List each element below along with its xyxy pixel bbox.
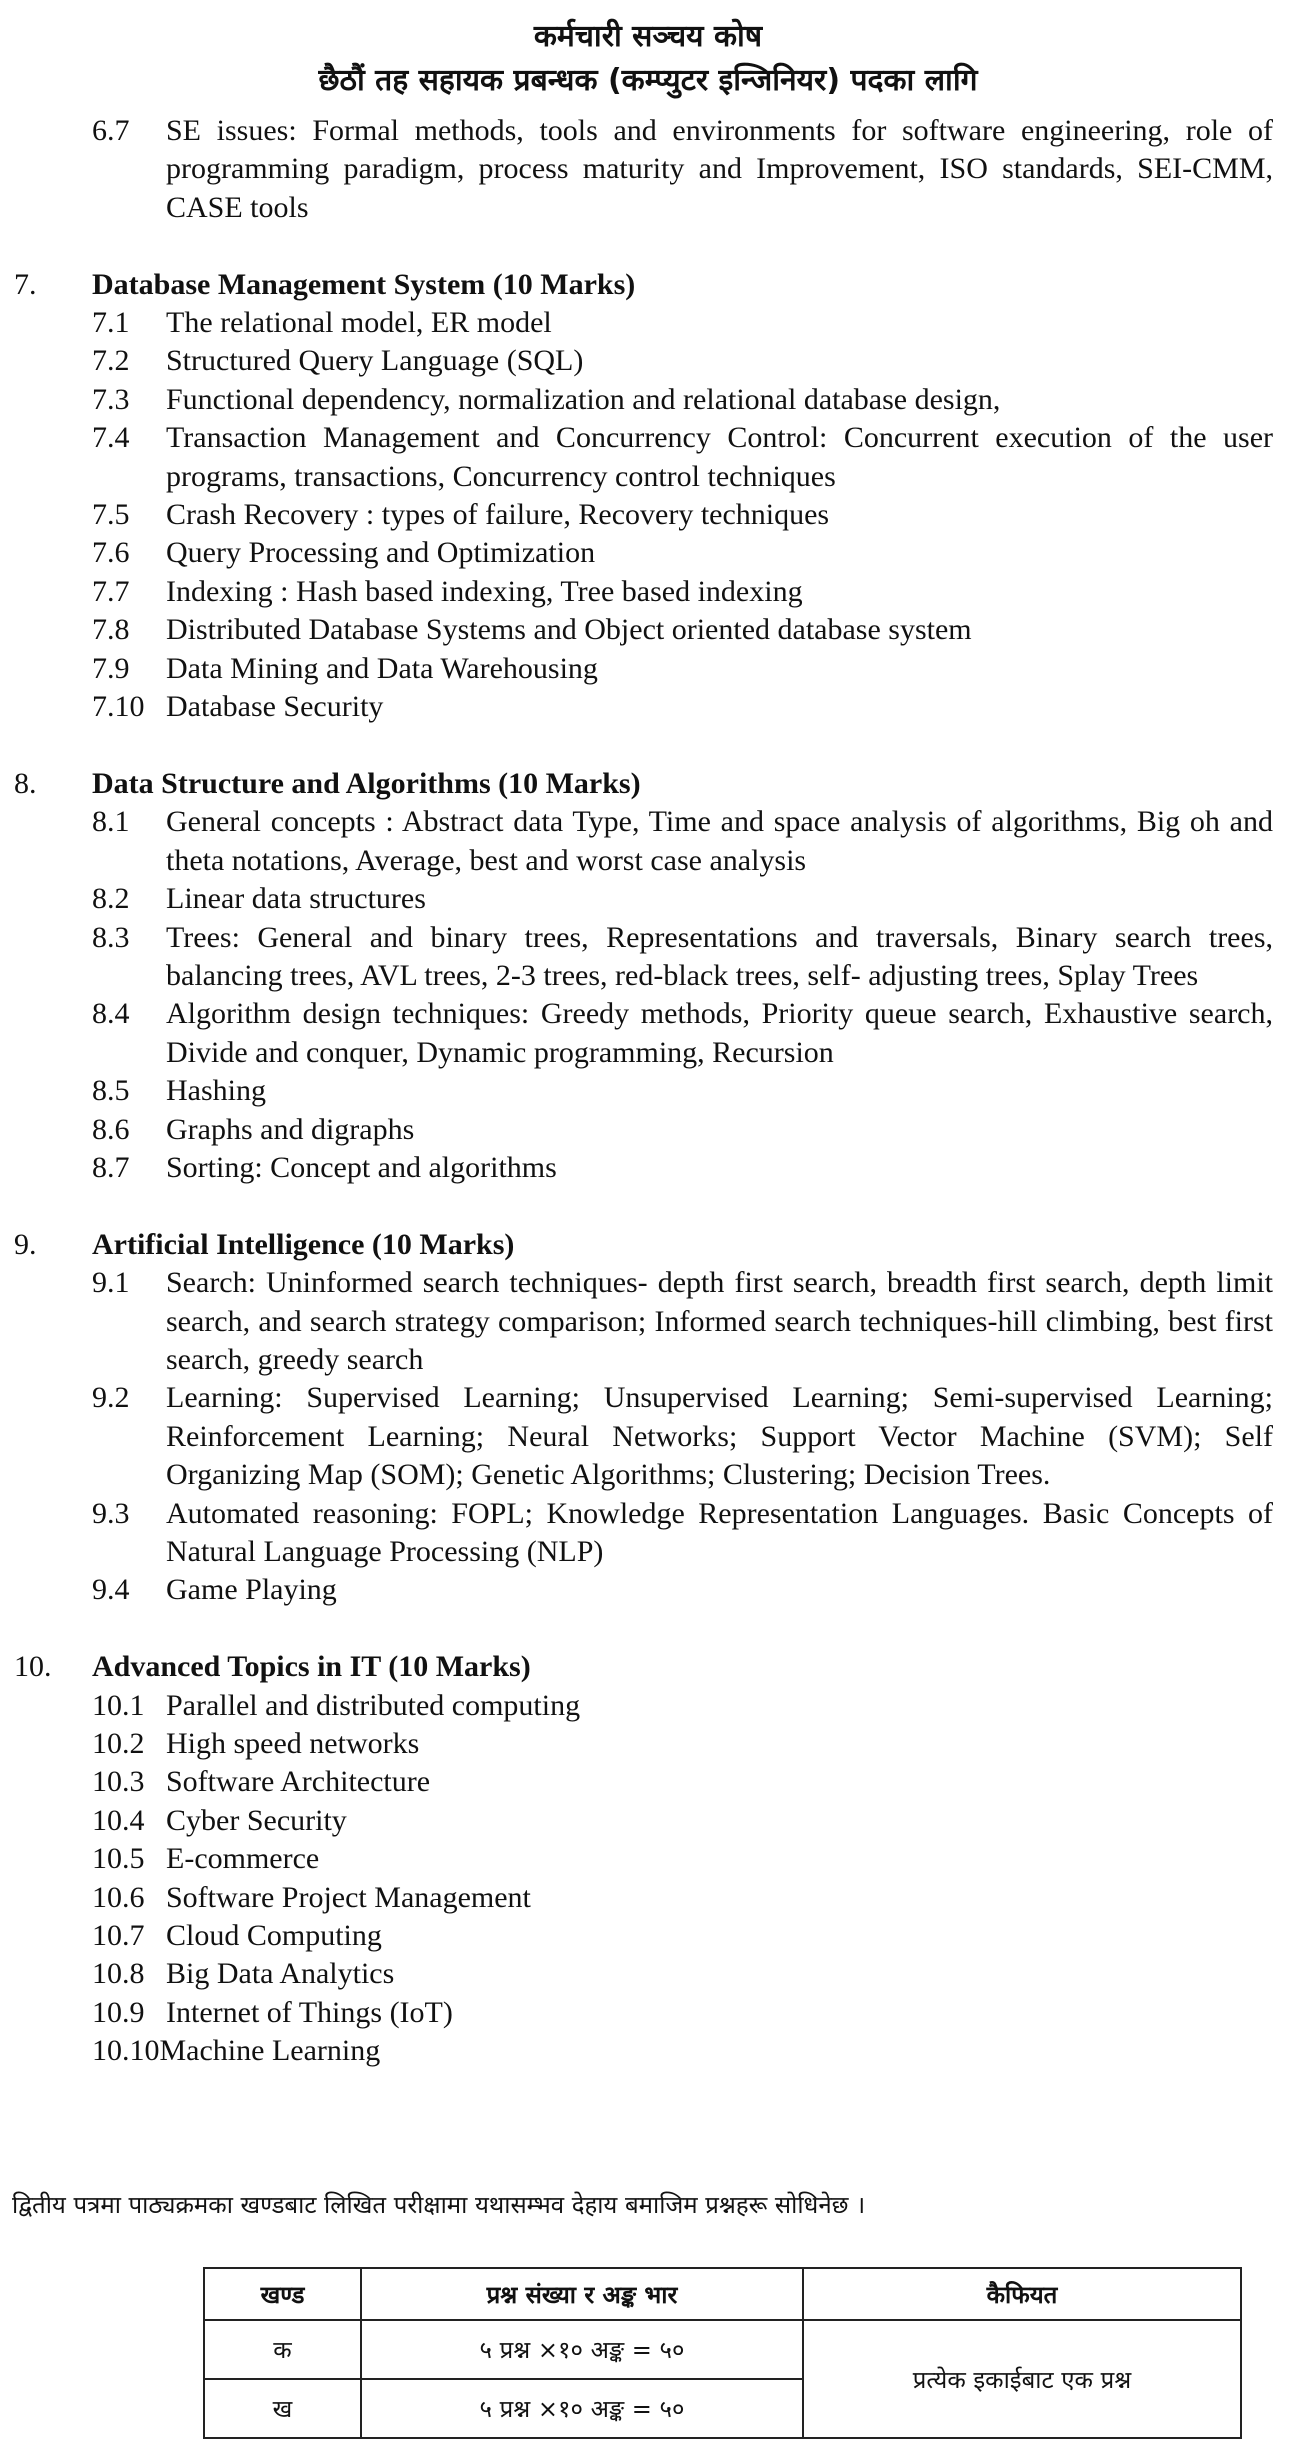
item-text: Distributed Database Systems and Object oriented database system [166, 613, 972, 647]
item-text: E-commerce [166, 1842, 320, 1876]
item-number: 9.1 [92, 1266, 130, 1300]
list-item [0, 534, 1296, 572]
list-item [0, 304, 1296, 342]
item-text: Linear data structures [166, 882, 426, 916]
section-database [0, 266, 1296, 727]
item-number: 8.5 [92, 1074, 130, 1108]
list-item [0, 1802, 1296, 1840]
list-item [0, 688, 1296, 726]
item-number: 7.4 [92, 421, 130, 455]
item-number: 9.2 [92, 1381, 130, 1415]
item-text: Functional dependency, normalization and relational database design, [166, 382, 1001, 416]
item-text: Graphs and digraphs [166, 1112, 415, 1146]
item-number: 7.7 [92, 574, 130, 608]
item-text: Search: Uninformed search techniques- depth first search, breadth first search, depth limit search, and search strategy comparison; Informed search techniques-hill climbing, best first search, greedy search [166, 1266, 1273, 1376]
item-text: Transaction Management and Concurrency Control: Concurrent execution of the user programs, transactions, Concurrency control techniques [166, 421, 1273, 493]
item-text: Data Mining and Data Warehousing [166, 651, 598, 685]
section-title: Artificial Intelligence (10 Marks) [92, 1227, 515, 1261]
item-number: 8.3 [92, 920, 130, 954]
list-item [0, 1840, 1296, 1878]
table-cell-section: ख [204, 2379, 361, 2438]
item-text: Machine Learning [159, 2034, 381, 2068]
item-number: 8.1 [92, 805, 130, 839]
list-item [0, 419, 1296, 496]
column-header: कैफियत [803, 2268, 1241, 2320]
item-number: 10.5 [92, 1842, 145, 1876]
item-number: 10.9 [92, 1995, 145, 2029]
list-item [0, 1917, 1296, 1955]
item-text: Software Architecture [166, 1765, 431, 1799]
list-item [0, 1955, 1296, 1993]
item-number: 7.1 [92, 306, 130, 340]
item-number: 7.6 [92, 536, 130, 570]
item-text: Structured Query Language (SQL) [166, 344, 584, 378]
item-text: SE issues: Formal methods, tools and environments for software engineering, role of programming paradigm, process maturity and Improvement, ISO standards, SEI-CMM, CASE tools [166, 114, 1273, 224]
exam-note: द्वितीय पत्रमा पाठ्यक्रमका खण्डबाट लिखित परीक्षामा यथासम्भव देहाय बमाजिम प्रश्नहरू सोधिनेछ । [12, 2191, 866, 2219]
item-number: 10.10 [92, 2034, 160, 2068]
section-advanced-topics [0, 1648, 1296, 2070]
table-cell-questions: ५ प्रश्न ×१० अङ्क = ५० [361, 2379, 803, 2438]
item-text: Cloud Computing [166, 1919, 382, 1953]
list-item [0, 1111, 1296, 1149]
item-text: Database Security [166, 690, 384, 724]
list-item [0, 803, 1296, 880]
header-subtitle: छैठौं तह सहायक प्रबन्धक (कम्प्युटर इन्जिनियर) पदका लागि [318, 63, 978, 98]
table-row [204, 2320, 1241, 2379]
list-item [0, 1994, 1296, 2032]
section-title: Data Structure and Algorithms (10 Marks) [92, 766, 641, 800]
item-number: 9.4 [92, 1573, 130, 1607]
syllabus-body [0, 112, 1296, 2071]
table-cell-section: क [204, 2320, 361, 2379]
item-text: High speed networks [166, 1727, 420, 1760]
item-text: Crash Recovery : types of failure, Recovery techniques [166, 498, 830, 532]
list-item [0, 650, 1296, 688]
item-number: 7.5 [92, 498, 130, 532]
item-text: The relational model, ER model [166, 306, 552, 340]
item-text: Software Project Management [166, 1880, 531, 1914]
item-number: 8.7 [92, 1150, 130, 1184]
table-cell-questions: ५ प्रश्न ×१० अङ्क = ५० [361, 2320, 803, 2379]
section-heading [0, 1648, 1296, 1686]
item-number: 7.9 [92, 651, 130, 685]
item-text: Sorting: Concept and algorithms [166, 1150, 557, 1184]
list-item [0, 573, 1296, 611]
list-item [0, 611, 1296, 649]
item-number: 10.1 [92, 1688, 145, 1722]
list-item [0, 496, 1296, 534]
item-number: 10.8 [92, 1957, 145, 1991]
item-number: 10.3 [92, 1765, 145, 1799]
list-item [0, 1149, 1296, 1187]
section-heading [0, 266, 1296, 304]
list-item [0, 381, 1296, 419]
exam-structure-table [203, 2267, 1242, 2439]
item-text: Query Processing and Optimization [166, 536, 596, 570]
item-number: 8.2 [92, 882, 130, 916]
table-cell-remark: प्रत्येक इकाईबाट एक प्रश्न [803, 2320, 1241, 2438]
item-number: 8.4 [92, 997, 130, 1031]
section-number: 7. [14, 267, 37, 301]
item-number: 9.3 [92, 1496, 130, 1530]
item-number: 10.4 [92, 1803, 145, 1837]
item-text: Cyber Security [166, 1803, 347, 1837]
list-item [0, 1571, 1296, 1609]
section-heading [0, 1226, 1296, 1264]
item-text: Game Playing [166, 1573, 337, 1607]
item-number: 7.8 [92, 613, 130, 647]
section-number: 10. [14, 1650, 52, 1684]
table-header-row [204, 2268, 1241, 2320]
item-text: Learning: Supervised Learning; Unsupervised Learning; Semi-supervised Learning; Reinforcement Learning; Neural Networks; Support Vector Machine (SVM); Self Organizing Map (SOM); Genetic Algorithms; Clustering; Decision Trees. [166, 1381, 1273, 1492]
item-text: Trees: General and binary trees, Representations and traversals, Binary search trees, balancing trees, AVL trees, 2-3 trees, red-black trees, self- adjusting trees, Splay Trees [166, 920, 1273, 992]
section-number: 9. [14, 1227, 37, 1261]
list-item [0, 919, 1296, 996]
list-item [0, 1264, 1296, 1379]
section-number: 8. [14, 766, 37, 800]
item-number: 7.2 [92, 344, 130, 378]
item-text: Indexing : Hash based indexing, Tree based indexing [166, 574, 803, 608]
list-item [0, 1072, 1296, 1110]
list-item [0, 1687, 1296, 1725]
column-header: खण्ड [204, 2268, 361, 2320]
header-title: कर्मचारी सञ्चय कोष [533, 19, 763, 54]
list-item [0, 880, 1296, 918]
item-text: General concepts : Abstract data Type, Time and space analysis of algorithms, Big oh and theta notations, Average, best and worst case analysis [166, 805, 1273, 877]
item-text: Parallel and distributed computing [166, 1688, 581, 1722]
list-item [0, 995, 1296, 1072]
item-text: Internet of Things (IoT) [166, 1995, 453, 2029]
item-number: 7.10 [92, 690, 145, 724]
item-number: 10.6 [92, 1880, 145, 1914]
section-heading [0, 765, 1296, 803]
section-data-structures [0, 765, 1296, 1187]
item-text: Hashing [166, 1074, 266, 1108]
item-number: 6.7 [92, 114, 130, 147]
item-text: Big Data Analytics [166, 1957, 395, 1991]
list-item [0, 1495, 1296, 1572]
item-number: 7.3 [92, 382, 130, 416]
list-item [0, 342, 1296, 380]
list-item [0, 2032, 1296, 2070]
section-artificial-intelligence [0, 1226, 1296, 1610]
item-text: Algorithm design techniques: Greedy methods, Priority queue search, Exhaustive search, Divide and conquer, Dynamic programming, Recursion [166, 997, 1273, 1069]
list-item [0, 1763, 1296, 1801]
item-number: 10.7 [92, 1919, 145, 1953]
item-text: Automated reasoning: FOPL; Knowledge Representation Languages. Basic Concepts of Natural Language Processing (NLP) [166, 1496, 1273, 1568]
list-item [0, 1879, 1296, 1917]
list-item [0, 1379, 1296, 1494]
item-number: 10.2 [92, 1727, 145, 1760]
column-header: प्रश्न संख्या र अङ्क भार [361, 2268, 803, 2320]
list-item [0, 112, 1296, 227]
item-number: 8.6 [92, 1112, 130, 1146]
section-title: Advanced Topics in IT (10 Marks) [92, 1650, 531, 1684]
section-title: Database Management System (10 Marks) [92, 267, 636, 301]
list-item [0, 1725, 1296, 1763]
